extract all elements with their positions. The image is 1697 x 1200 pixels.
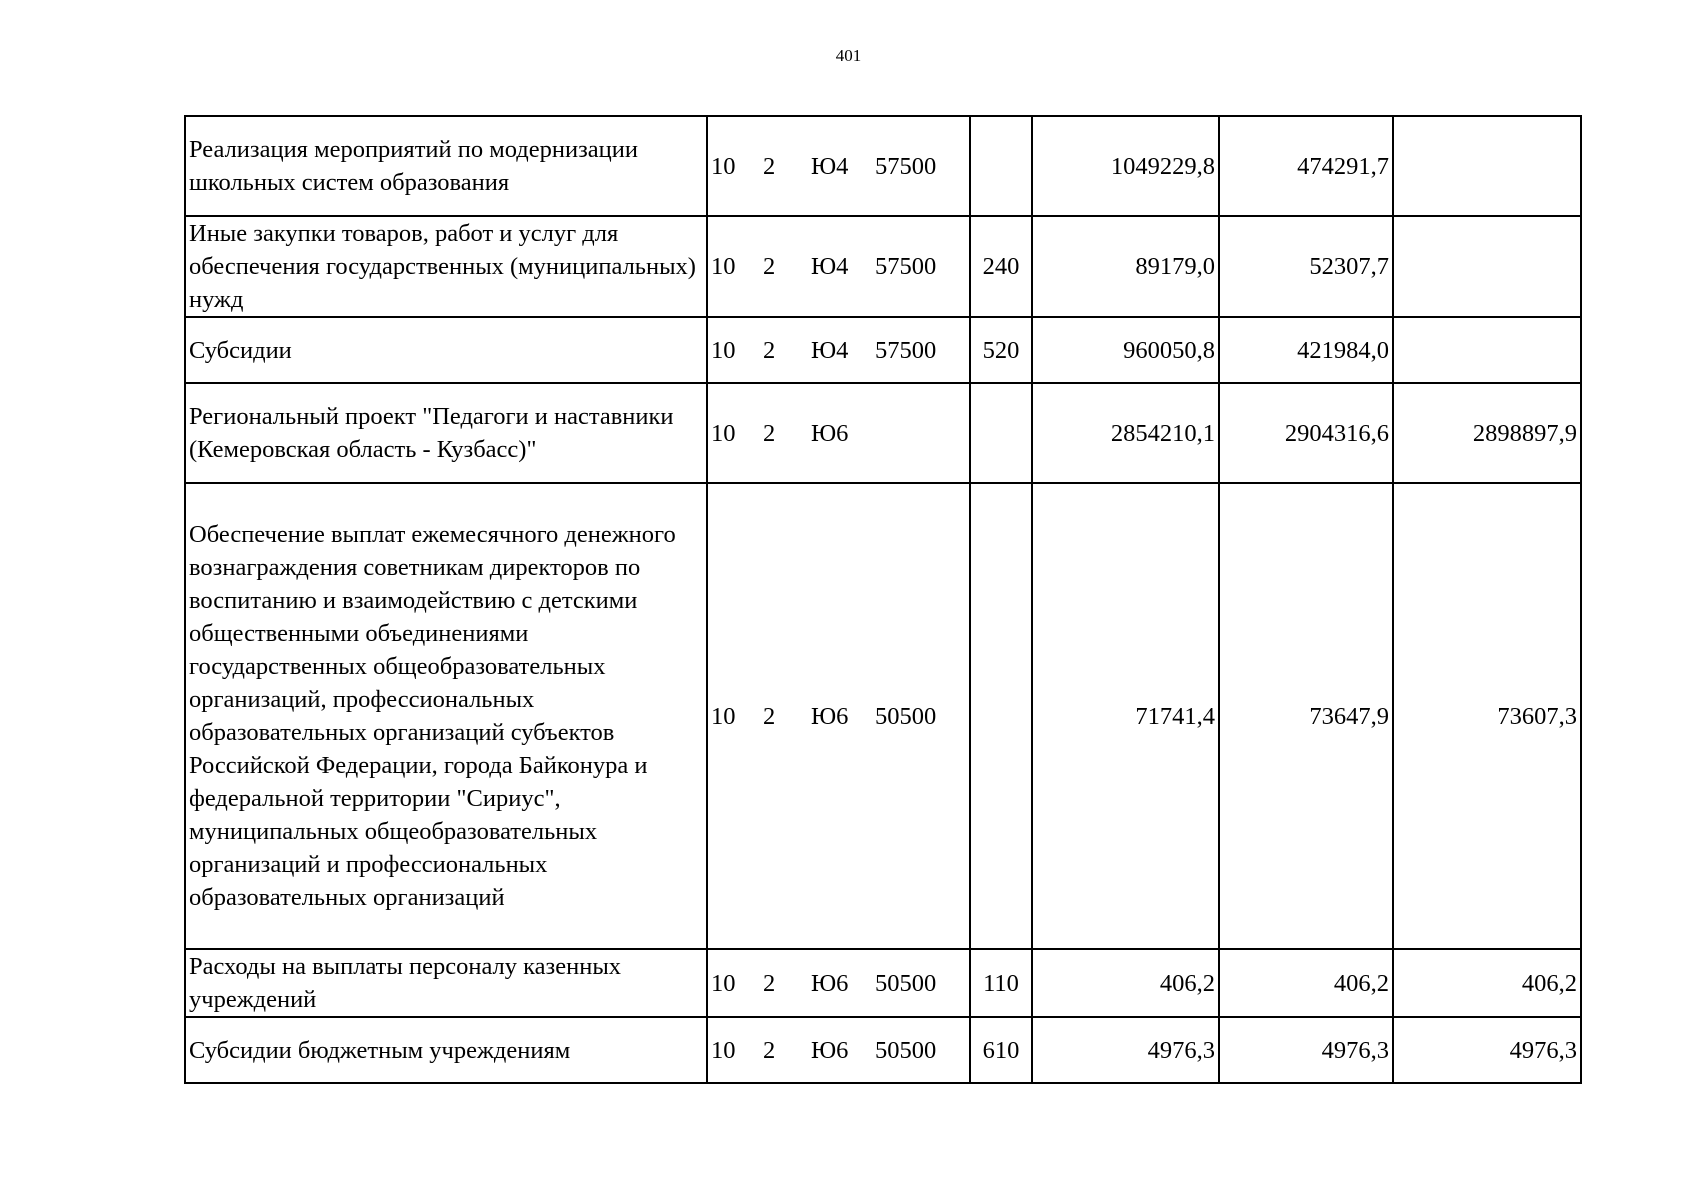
expense-type: 110 — [970, 949, 1032, 1017]
expense-type: 520 — [970, 317, 1032, 383]
amount-2: 52307,7 — [1219, 216, 1393, 317]
row-name: Региональный проект "Педагоги и наставники (Кемеровская область - Кузбасс)" — [185, 383, 707, 483]
amount-2: 2904316,6 — [1219, 383, 1393, 483]
direction-code: 57500 — [875, 336, 937, 364]
budget-table — [184, 115, 1582, 1084]
code-cell — [707, 116, 970, 216]
section-code: 10 — [711, 336, 736, 364]
amount-1: 2854210,1 — [1032, 383, 1219, 483]
table-row — [185, 216, 1581, 317]
page-number: 401 — [835, 46, 862, 65]
row-name: Субсидии — [185, 317, 707, 383]
subsection-code: 2 — [763, 1036, 776, 1064]
code-cell — [707, 317, 970, 383]
code-cell — [707, 949, 970, 1017]
code-cell — [707, 483, 970, 949]
direction-code: 50500 — [875, 969, 937, 997]
code-cell — [707, 1017, 970, 1083]
program-code: Ю4 — [811, 152, 849, 180]
amount-2: 406,2 — [1219, 949, 1393, 1017]
amount-2: 474291,7 — [1219, 116, 1393, 216]
program-code: Ю6 — [811, 702, 849, 730]
table-row — [185, 116, 1581, 216]
section-code: 10 — [711, 1036, 736, 1064]
program-code: Ю4 — [811, 336, 849, 364]
code-cell — [707, 383, 970, 483]
row-name: Реализация мероприятий по модернизации школьных систем образования — [185, 116, 707, 216]
subsection-code: 2 — [763, 702, 776, 730]
program-code: Ю6 — [811, 969, 849, 997]
direction-code: 50500 — [875, 1036, 937, 1064]
table-row — [185, 949, 1581, 1017]
amount-3: 406,2 — [1393, 949, 1581, 1017]
amount-3: 4976,3 — [1393, 1017, 1581, 1083]
section-code: 10 — [711, 152, 736, 180]
expense-type — [970, 483, 1032, 949]
expense-type — [970, 116, 1032, 216]
expense-type: 240 — [970, 216, 1032, 317]
program-code: Ю6 — [811, 419, 849, 447]
amount-1: 4976,3 — [1032, 1017, 1219, 1083]
section-code: 10 — [711, 702, 736, 730]
direction-code: 50500 — [875, 702, 937, 730]
program-code: Ю4 — [811, 253, 849, 280]
section-code: 10 — [711, 253, 736, 280]
amount-1: 960050,8 — [1032, 317, 1219, 383]
amount-3 — [1393, 317, 1581, 383]
table-row — [185, 483, 1581, 949]
amount-1: 71741,4 — [1032, 483, 1219, 949]
table-row — [185, 317, 1581, 383]
table-row — [185, 1017, 1581, 1083]
program-code: Ю6 — [811, 1036, 849, 1064]
code-cell — [707, 216, 970, 317]
expense-type — [970, 383, 1032, 483]
amount-1: 406,2 — [1032, 949, 1219, 1017]
section-code: 10 — [711, 969, 736, 997]
section-code: 10 — [711, 419, 736, 447]
row-name: Обеспечение выплат ежемесячного денежного вознаграждения советникам директоров по воспитанию и взаимодействию с детскими общественными объединениями государственных общеобразовательных организаций, профессиональных образовательных организаций субъектов Российской Федерации, города Байконура и федеральной территории "Сириус", муниципальных общеобразовательных организаций и профессиональных образовательных организаций — [185, 483, 707, 949]
subsection-code: 2 — [763, 253, 776, 280]
amount-2: 73647,9 — [1219, 483, 1393, 949]
amount-3: 73607,3 — [1393, 483, 1581, 949]
row-name: Субсидии бюджетным учреждениям — [185, 1017, 707, 1083]
direction-code: 57500 — [875, 152, 937, 180]
amount-3 — [1393, 216, 1581, 317]
amount-2: 421984,0 — [1219, 317, 1393, 383]
subsection-code: 2 — [763, 969, 776, 997]
amount-3: 2898897,9 — [1393, 383, 1581, 483]
table-row — [185, 383, 1581, 483]
subsection-code: 2 — [763, 336, 776, 364]
expense-type: 610 — [970, 1017, 1032, 1083]
subsection-code: 2 — [763, 152, 776, 180]
direction-code: 57500 — [875, 253, 937, 280]
amount-3 — [1393, 116, 1581, 216]
row-name: Расходы на выплаты персоналу казенных учреждений — [185, 949, 707, 1017]
amount-1: 1049229,8 — [1032, 116, 1219, 216]
amount-2: 4976,3 — [1219, 1017, 1393, 1083]
amount-1: 89179,0 — [1032, 216, 1219, 317]
subsection-code: 2 — [763, 419, 776, 447]
row-name: Иные закупки товаров, работ и услуг для обеспечения государственных (муниципальных) нужд — [185, 216, 707, 317]
